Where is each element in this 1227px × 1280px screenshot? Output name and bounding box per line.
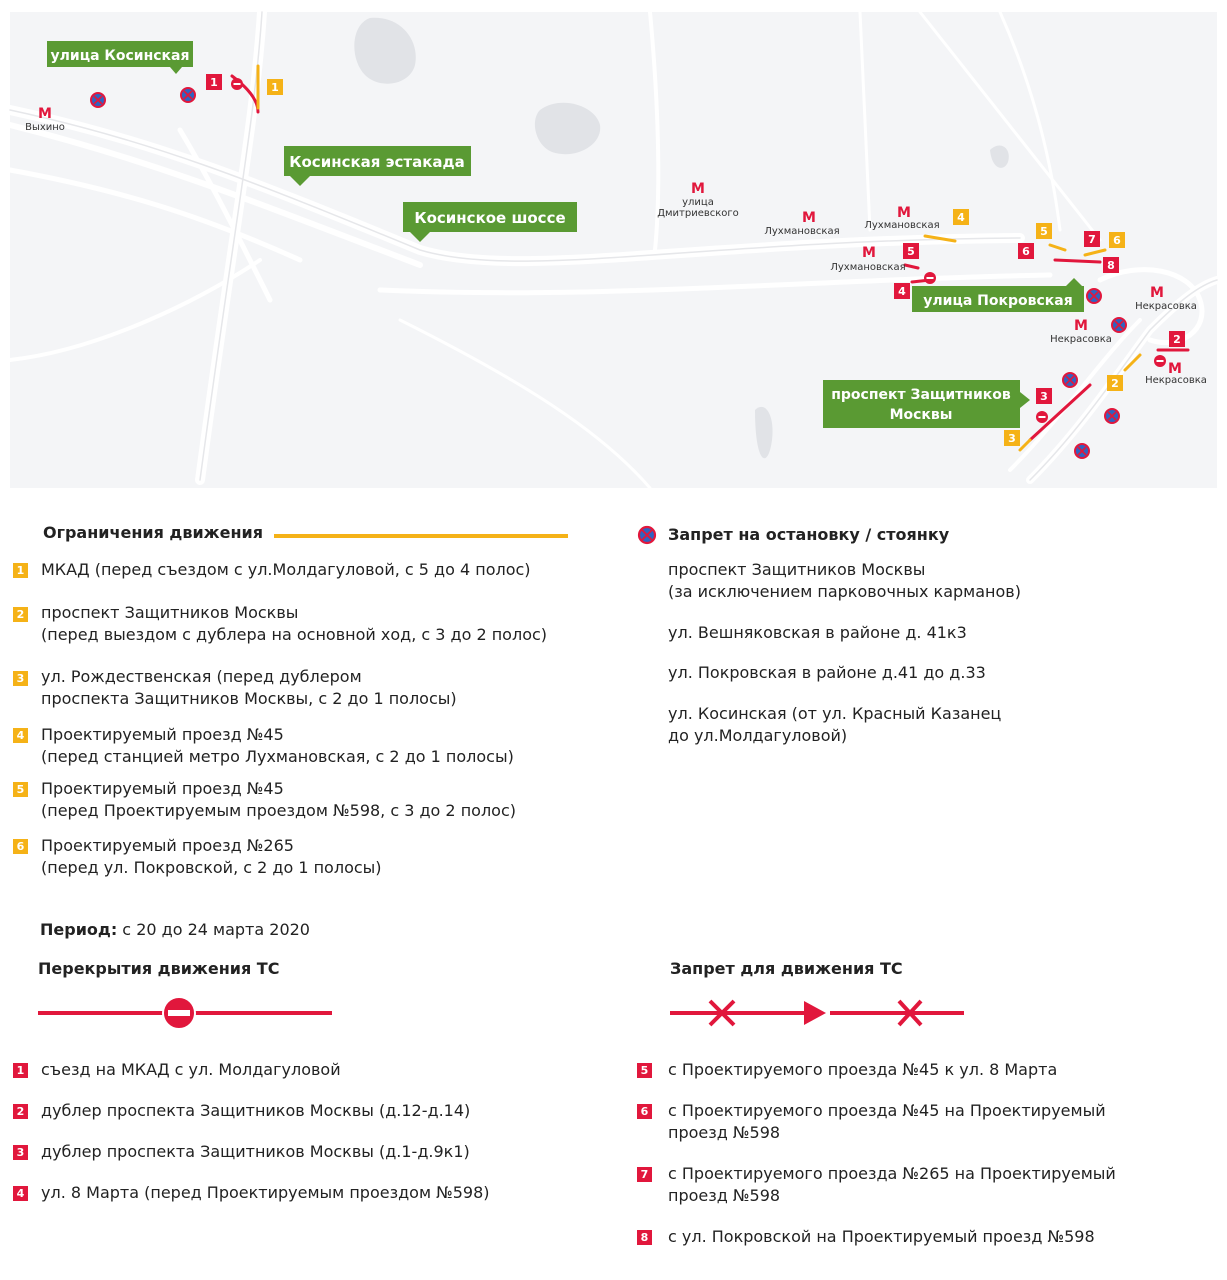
svg-text:5: 5 [907,245,915,258]
map-marker-red-4 [894,283,910,299]
no-stopping-item-1: проспект Защитников Москвы (за исключением парковочных карманов) [668,560,1021,601]
metro-label-nekrasovka-1: Некрасовка [1135,301,1197,312]
metro-icon: M [1150,285,1164,301]
closure-item-1: съезд на МКАД с ул. Молдагуловой [41,1060,341,1079]
closure-badge-1: 1 [13,1063,28,1078]
map-marker-red-8 [1103,257,1119,273]
metro-label-dmitrievskogo-2: Дмитриевского [657,208,739,219]
restriction-badge-6: 6 [13,839,28,854]
restriction-item-2: проспект Защитников Москвы (перед выездом с дублера на основной ход, с 3 до 2 полос) [41,603,548,644]
ban-item-5: с Проектируемого проезда №45 к ул. 8 Марта [668,1060,1058,1079]
ban-item-6: с Проектируемого проезда №45 на Проектируемый проезд №598 [668,1101,1106,1142]
map-marker-red-7 [1084,231,1100,247]
closure-item-3: дублер проспекта Защитников Москвы (д.1-д.9к1) [41,1142,470,1161]
svg-text:улица Покровская: улица Покровская [923,293,1073,309]
svg-text:4: 4 [957,211,965,224]
ban-item-8: с ул. Покровской на Проектируемый проезд №598 [668,1227,1095,1246]
restriction-badge-5: 5 [13,782,28,797]
svg-text:1: 1 [210,76,218,89]
metro-icon: M [862,245,876,261]
no-stopping-item-3: ул. Покровская в районе д.41 до д.33 [668,663,986,682]
street-label-zashchitnikov [823,380,1030,428]
map-marker-red-2 [1169,331,1185,347]
metro-icon: M [802,210,816,226]
map-marker-red-1 [206,74,222,90]
period-value: с 20 до 24 марта 2020 [117,920,310,939]
restrictions-title: Ограничения движения [43,523,263,542]
metro-label-nekrasovka-2: Некрасовка [1050,334,1112,345]
metro-icon: M [1168,361,1182,377]
svg-text:4: 4 [898,285,906,298]
svg-text:6: 6 [1022,245,1030,258]
restriction-line-sample [274,534,568,538]
map-marker-yellow-6 [1109,232,1125,248]
restriction-item-1: МКАД (перед съездом с ул.Молдагуловой, с 5 до 4 полос) [41,560,531,579]
ban-badge-5: 5 [637,1063,652,1078]
no-stopping-item-2: ул. Вешняковская в районе д. 41к3 [668,623,967,642]
ban-badge-8: 8 [637,1230,652,1245]
no-stopping-item-4: ул. Косинская (от ул. Красный Казанец до ул.Молдагуловой) [668,704,1002,745]
svg-text:2: 2 [1111,377,1119,390]
map-marker-yellow-4 [953,209,969,225]
movement-ban-title: Запрет для движения ТС [670,959,903,978]
map-marker-yellow-1 [267,79,283,95]
svg-text:8: 8 [1107,259,1115,272]
closure-item-4: ул. 8 Марта (перед Проектируемым проездом №598) [41,1183,490,1202]
restriction-item-5: Проектируемый проезд №45 (перед Проектируемым проездом №598, с 3 до 2 полос) [41,779,516,820]
restriction-badge-3: 3 [13,671,28,686]
restriction-badge-4: 4 [13,728,28,743]
no-stopping-icon [637,525,657,545]
svg-text:Косинская эстакада: Косинская эстакада [289,153,465,171]
arrow-icon [804,1001,826,1025]
metro-label-nekrasovka-3: Некрасовка [1145,375,1207,386]
svg-text:2: 2 [1173,333,1181,346]
period-label: Период: [40,920,118,939]
closure-item-2: дублер проспекта Защитников Москвы (д.12-д.14) [41,1101,471,1120]
svg-text:проспект Защитников: проспект Защитников [831,387,1011,403]
closure-badge-2: 2 [13,1104,28,1119]
svg-text:1: 1 [271,81,279,94]
metro-label-lukhmanovskaya-1: Лухмановская [764,226,840,237]
map-marker-red-3 [1036,388,1052,404]
restriction-item-4: Проектируемый проезд №45 (перед станцией метро Лухмановская, с 2 до 1 полосы) [41,725,514,766]
ban-item-7: с Проектируемого проезда №265 на Проектируемый проезд №598 [668,1164,1116,1205]
map-marker-yellow-3 [1004,430,1020,446]
map-background [10,12,1217,488]
svg-text:3: 3 [1008,432,1016,445]
svg-text:5: 5 [1040,225,1048,238]
no-stopping-title: Запрет на остановку / стоянку [668,525,950,544]
ban-badge-6: 6 [637,1104,652,1119]
metro-label-lukhmanovskaya-2: Лухмановская [864,220,940,231]
svg-text:3: 3 [1040,390,1048,403]
restriction-badge-1: 1 [13,563,28,578]
map-marker-yellow-5 [1036,223,1052,239]
map-marker-red-6 [1018,243,1034,259]
svg-text:улица Косинская: улица Косинская [50,48,190,64]
closure-line-sample [36,995,334,1031]
restriction-badge-2: 2 [13,607,28,622]
svg-text:7: 7 [1088,233,1096,246]
ban-badge-7: 7 [637,1167,652,1182]
traffic-map [0,0,1227,495]
metro-icon: M [38,106,52,122]
movement-ban-line-sample [668,995,966,1031]
svg-text:Москвы: Москвы [889,407,953,423]
metro-label-dmitrievskogo-1: улица [682,197,714,208]
closures-title: Перекрытия движения ТС [38,959,280,978]
map-marker-yellow-2 [1107,375,1123,391]
metro-icon: M [897,205,911,221]
restriction-item-3: ул. Рождественская (перед дублером проспекта Защитников Москвы, с 2 до 1 полосы) [41,667,457,708]
metro-label-vykhino: Выхино [25,122,65,133]
metro-label-lukhmanovskaya-3: Лухмановская [830,262,906,273]
restriction-item-6: Проектируемый проезд №265 (перед ул. Покровской, с 2 до 1 полосы) [41,836,382,877]
svg-text:6: 6 [1113,234,1121,247]
svg-text:Косинское шоссе: Косинское шоссе [414,209,566,227]
period [40,919,310,941]
metro-icon: M [691,181,705,197]
closure-badge-4: 4 [13,1186,28,1201]
metro-icon: M [1074,318,1088,334]
closure-badge-3: 3 [13,1145,28,1160]
map-marker-red-5 [903,243,919,259]
